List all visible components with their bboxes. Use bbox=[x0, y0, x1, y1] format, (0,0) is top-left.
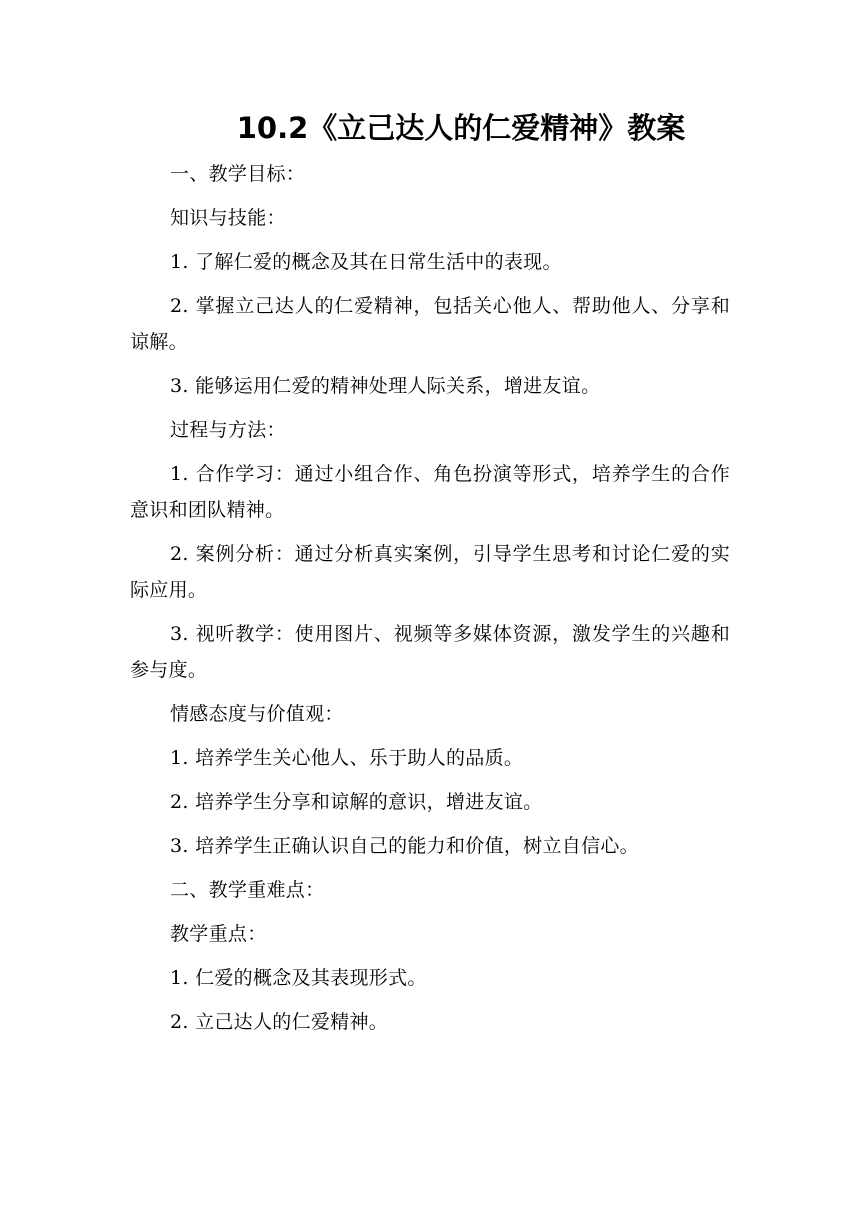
paragraph: 2. 立己达人的仁爱精神。 bbox=[170, 1011, 389, 1033]
section-heading-key-points: 二、教学重难点： bbox=[170, 879, 325, 901]
subheading-teaching-focus: 教学重点： bbox=[170, 923, 267, 945]
document-title: 10.2《立己达人的仁爱精神》教案 bbox=[236, 111, 686, 145]
paragraph: 1. 了解仁爱的概念及其在日常生活中的表现。 bbox=[170, 251, 562, 273]
paragraph: 3. 视听教学：使用图片、视频等多媒体资源，激发学生的兴趣和参与度。 bbox=[130, 623, 730, 681]
paragraph: 2. 案例分析：通过分析真实案例，引导学生思考和讨论仁爱的实际应用。 bbox=[130, 543, 730, 601]
document-body bbox=[130, 156, 730, 1048]
paragraph: 2. 培养学生分享和谅解的意识，增进友谊。 bbox=[170, 791, 543, 813]
section-heading-objectives: 一、教学目标： bbox=[170, 163, 306, 185]
subheading-knowledge-skills: 知识与技能： bbox=[170, 207, 286, 229]
paragraph: 1. 合作学习：通过小组合作、角色扮演等形式，培养学生的合作意识和团队精神。 bbox=[130, 463, 730, 521]
subheading-emotions-values: 情感态度与价值观： bbox=[170, 703, 344, 725]
paragraph: 3. 培养学生正确认识自己的能力和价值，树立自信心。 bbox=[170, 835, 639, 857]
paragraph: 2. 掌握立己达人的仁爱精神，包括关心他人、帮助他人、分享和谅解。 bbox=[130, 295, 730, 353]
subheading-process-methods: 过程与方法： bbox=[170, 419, 286, 441]
paragraph: 3. 能够运用仁爱的精神处理人际关系，增进友谊。 bbox=[170, 375, 601, 397]
paragraph: 1. 培养学生关心他人、乐于助人的品质。 bbox=[170, 747, 524, 769]
paragraph: 1. 仁爱的概念及其表现形式。 bbox=[170, 967, 427, 989]
